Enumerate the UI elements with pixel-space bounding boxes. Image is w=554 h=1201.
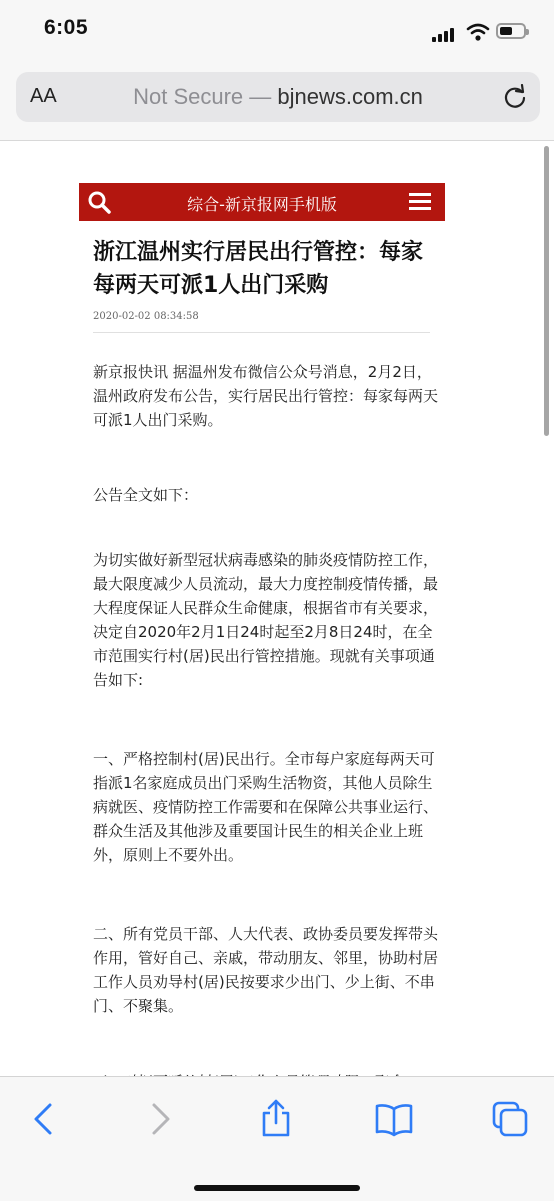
tabs-icon — [490, 1099, 530, 1139]
article-headline: 浙江温州实行居民出行管控：每家每两天可派1人出门采购 — [93, 240, 424, 298]
bookmarks-button[interactable] — [374, 1099, 414, 1139]
tabs-button[interactable] — [490, 1099, 530, 1139]
address-bar-area — [0, 64, 554, 141]
share-button[interactable] — [256, 1099, 296, 1139]
share-icon — [256, 1099, 296, 1139]
article-paragraph: 一、严格控制村(居)民出行。全市每户家庭每两天可指派1名家庭成员出门采购生活物资，其他人员除生病就医、疫情防控工作需要和在保障公共事业运行、群众生活及其他涉及重要国计民生的相关企业上班外，原则上不要外出。 — [93, 750, 439, 864]
divider — [93, 332, 430, 333]
status-time: 6:05 — [44, 16, 89, 39]
reload-icon[interactable] — [502, 84, 528, 110]
url-separator: — — [243, 84, 278, 109]
article-paragraph: 二、所有党员干部、人大代表、政协委员要发挥带头作用，管好自己、亲戚，带动朋友、邻里，协助村居工作人员劝导村(居)民按要求少出门、少上街、不串门、不聚集。 — [93, 925, 439, 1015]
address-bar[interactable] — [16, 72, 540, 122]
chevron-left-icon — [24, 1099, 64, 1139]
article-paragraph: 公告全文如下： — [93, 486, 199, 504]
status-bar — [0, 0, 554, 64]
browser-toolbar — [0, 1076, 554, 1201]
chevron-right-icon — [140, 1099, 180, 1139]
site-title[interactable]: 综合-新京报网手机版 — [187, 195, 337, 214]
forward-button[interactable] — [140, 1099, 180, 1139]
back-button[interactable] — [24, 1099, 64, 1139]
battery-icon — [496, 23, 526, 39]
cellular-signal-icon — [432, 26, 458, 42]
article-paragraph: 为切实做好新型冠状病毒感染的肺炎疫情防控工作，最大限度减少人员流动，最大力度控制疫情传播，最大程度保证人民群众生命健康，根据省市有关要求，决定自2020年2月1日24时起至2月8日24时，在全市范围实行村(居)民出行管控措施。现就有关事项通告如下: — [93, 551, 439, 689]
book-icon — [374, 1099, 414, 1139]
url-domain: bjnews.com.cn — [277, 84, 423, 109]
site-header — [79, 183, 445, 221]
article-paragraph: 新京报快讯 据温州发布微信公众号消息，2月2日，温州政府发布公告，实行居民出行管控：每家每两天可派1人出门采购。 — [93, 363, 439, 429]
article-date: 2020-02-02 08:34:58 — [93, 311, 199, 322]
text-size-label: AA — [30, 85, 57, 107]
security-label: Not Secure — [133, 84, 244, 109]
scroll-indicator[interactable] — [544, 146, 549, 436]
home-indicator[interactable] — [194, 1185, 360, 1191]
wifi-icon — [466, 22, 490, 42]
menu-icon[interactable] — [409, 193, 431, 211]
url-text[interactable] — [16, 84, 540, 110]
